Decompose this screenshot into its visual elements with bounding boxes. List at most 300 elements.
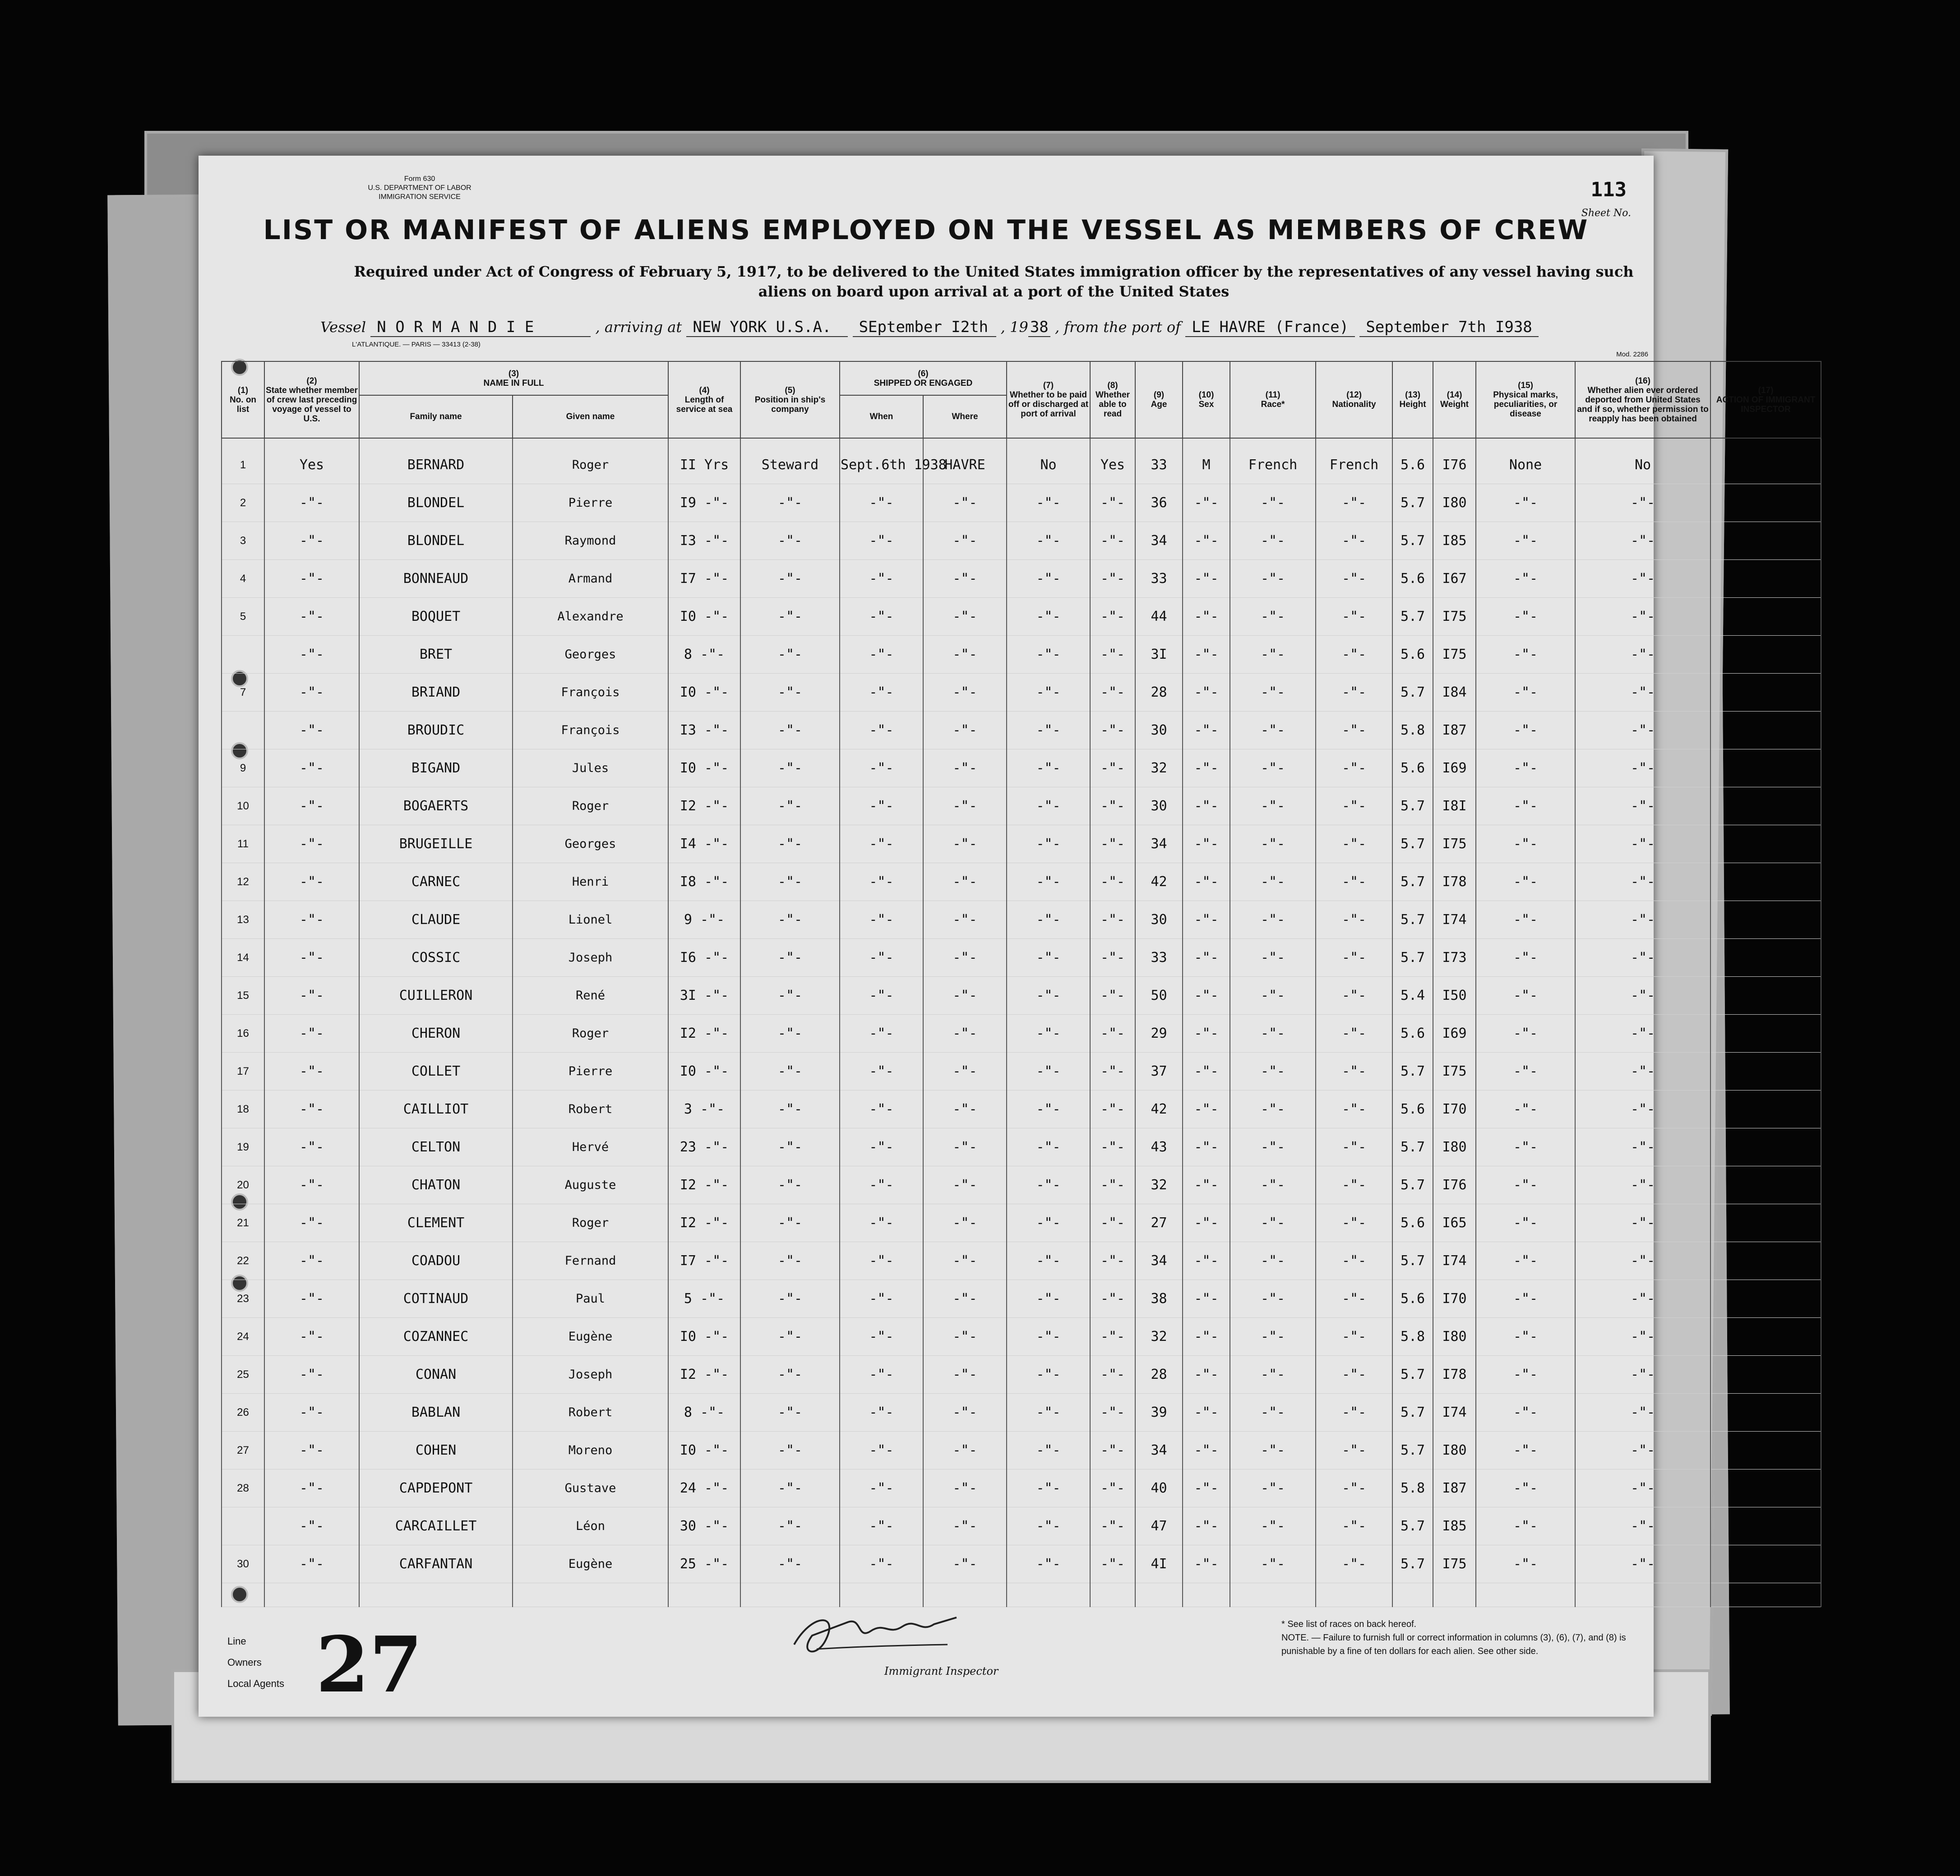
cell-deported: -"-	[1575, 1204, 1710, 1242]
cell-marks: -"-	[1476, 1394, 1575, 1432]
cell-age: 32	[1135, 1318, 1183, 1356]
cell-weight: I75	[1433, 636, 1476, 674]
cell-prev: -"-	[264, 787, 359, 825]
table-row	[222, 1356, 1821, 1394]
cell-read: -"-	[1090, 1507, 1135, 1545]
cell-sex: -"-	[1183, 863, 1230, 901]
cell-family: CHATON	[359, 1166, 513, 1204]
cell-race: -"-	[1230, 749, 1316, 787]
cell-marks: -"-	[1476, 1356, 1575, 1394]
cell-when: -"-	[840, 939, 923, 977]
cell-height: 5.7	[1392, 484, 1433, 522]
cell-blank	[923, 1583, 1007, 1607]
cell-given: Roger	[513, 1015, 668, 1053]
cell-no: 9	[222, 749, 264, 787]
cell-service: 30 -"-	[668, 1507, 740, 1545]
cell-action	[1710, 560, 1821, 598]
cell-weight: I70	[1433, 1090, 1476, 1128]
cell-deported: -"-	[1575, 977, 1710, 1015]
cell-when: -"-	[840, 1090, 923, 1128]
cell-age: 42	[1135, 1090, 1183, 1128]
cell-action	[1710, 438, 1821, 484]
cell-service: I0 -"-	[668, 1432, 740, 1469]
cell-deported: -"-	[1575, 712, 1710, 749]
cell-position: Steward	[740, 438, 840, 484]
immigrant-inspector-label: Immigrant Inspector	[884, 1665, 998, 1677]
cell-paid: -"-	[1007, 674, 1090, 712]
cell-deported: -"-	[1575, 1242, 1710, 1280]
table-row	[222, 438, 1821, 484]
cell-prev: -"-	[264, 598, 359, 636]
cell-nationality: -"-	[1316, 522, 1392, 560]
cell-where: -"-	[923, 1015, 1007, 1053]
cell-position: -"-	[740, 1280, 840, 1318]
cell-service: 8 -"-	[668, 636, 740, 674]
cell-where: -"-	[923, 1507, 1007, 1545]
cell-no: 20	[222, 1166, 264, 1204]
col-header-given-name: Given name	[513, 395, 668, 438]
cell-paid: No	[1007, 438, 1090, 484]
cell-service: II Yrs	[668, 438, 740, 484]
cell-prev: -"-	[264, 636, 359, 674]
cell-read: -"-	[1090, 863, 1135, 901]
cell-no: 10	[222, 787, 264, 825]
cell-action	[1710, 1242, 1821, 1280]
cell-read: -"-	[1090, 1545, 1135, 1583]
cell-race: -"-	[1230, 636, 1316, 674]
cell-when: -"-	[840, 484, 923, 522]
cell-given: Georges	[513, 636, 668, 674]
service-name: IMMIGRATION SERVICE	[379, 193, 461, 201]
cell-given: Armand	[513, 560, 668, 598]
cell-paid: -"-	[1007, 1128, 1090, 1166]
cell-age: 32	[1135, 1166, 1183, 1204]
cell-given: Pierre	[513, 484, 668, 522]
cell-when: -"-	[840, 1053, 923, 1090]
cell-paid: -"-	[1007, 863, 1090, 901]
cell-sex: -"-	[1183, 560, 1230, 598]
cell-prev: -"-	[264, 1280, 359, 1318]
cell-marks: -"-	[1476, 560, 1575, 598]
cell-sex: -"-	[1183, 1204, 1230, 1242]
cell-position: -"-	[740, 1432, 840, 1469]
cell-nationality: -"-	[1316, 1507, 1392, 1545]
cell-action	[1710, 636, 1821, 674]
model-number: Mod. 2286	[1616, 351, 1648, 358]
cell-nationality: -"-	[1316, 560, 1392, 598]
cell-no: 21	[222, 1204, 264, 1242]
cell-given: François	[513, 674, 668, 712]
cell-paid: -"-	[1007, 749, 1090, 787]
cell-service: 8 -"-	[668, 1394, 740, 1432]
cell-no: 13	[222, 901, 264, 939]
cell-action	[1710, 1280, 1821, 1318]
cell-age: 43	[1135, 1128, 1183, 1166]
cell-given: Pierre	[513, 1053, 668, 1090]
cell-where: -"-	[923, 863, 1007, 901]
cell-when: -"-	[840, 598, 923, 636]
cell-marks: -"-	[1476, 1204, 1575, 1242]
cell-prev: -"-	[264, 1128, 359, 1166]
cell-marks: -"-	[1476, 1469, 1575, 1507]
cell-marks: -"-	[1476, 863, 1575, 901]
cell-age: 34	[1135, 1432, 1183, 1469]
cell-family: CUILLERON	[359, 977, 513, 1015]
cell-age: 44	[1135, 598, 1183, 636]
cell-read: -"-	[1090, 1469, 1135, 1507]
cell-family: BIGAND	[359, 749, 513, 787]
cell-given: Eugène	[513, 1318, 668, 1356]
cell-when: -"-	[840, 863, 923, 901]
cell-age: 50	[1135, 977, 1183, 1015]
table-row	[222, 863, 1821, 901]
cell-read: -"-	[1090, 674, 1135, 712]
cell-weight: I74	[1433, 1242, 1476, 1280]
cell-nationality: -"-	[1316, 939, 1392, 977]
cell-sex: -"-	[1183, 1090, 1230, 1128]
cell-when: -"-	[840, 901, 923, 939]
cell-when: Sept.6th 1938	[840, 438, 923, 484]
cell-paid: -"-	[1007, 636, 1090, 674]
cell-race: -"-	[1230, 1280, 1316, 1318]
cell-weight: I75	[1433, 598, 1476, 636]
cell-height: 5.6	[1392, 438, 1433, 484]
cell-paid: -"-	[1007, 1318, 1090, 1356]
cell-no: 12	[222, 863, 264, 901]
cell-where: -"-	[923, 598, 1007, 636]
cell-age: 30	[1135, 787, 1183, 825]
cell-service: I3 -"-	[668, 522, 740, 560]
cell-action	[1710, 522, 1821, 560]
line-label: Line	[227, 1636, 246, 1647]
cell-marks: -"-	[1476, 1015, 1575, 1053]
cell-given: Eugène	[513, 1545, 668, 1583]
cell-read: -"-	[1090, 1015, 1135, 1053]
cell-where: -"-	[923, 1432, 1007, 1469]
table-row	[222, 1090, 1821, 1128]
departure-date: September 7th I938	[1359, 318, 1538, 337]
table-row	[222, 1545, 1821, 1583]
table-row	[222, 977, 1821, 1015]
cell-height: 5.8	[1392, 1318, 1433, 1356]
cell-service: I0 -"-	[668, 1318, 740, 1356]
table-row	[222, 787, 1821, 825]
cell-given: Paul	[513, 1280, 668, 1318]
cell-action	[1710, 1469, 1821, 1507]
cell-family: COZANNEC	[359, 1318, 513, 1356]
cell-position: -"-	[740, 749, 840, 787]
cell-deported: -"-	[1575, 1432, 1710, 1469]
cell-where: -"-	[923, 1204, 1007, 1242]
cell-age: 4I	[1135, 1545, 1183, 1583]
cell-weight: I70	[1433, 1280, 1476, 1318]
stamped-number: 27	[316, 1620, 423, 1710]
cell-given: Fernand	[513, 1242, 668, 1280]
cell-service: I2 -"-	[668, 1015, 740, 1053]
cell-when: -"-	[840, 1545, 923, 1583]
cell-prev: -"-	[264, 1318, 359, 1356]
cell-race: -"-	[1230, 825, 1316, 863]
cell-where: -"-	[923, 1469, 1007, 1507]
cell-height: 5.7	[1392, 863, 1433, 901]
cell-no: 18	[222, 1090, 264, 1128]
cell-marks: -"-	[1476, 712, 1575, 749]
cell-blank	[222, 1583, 264, 1607]
cell-height: 5.6	[1392, 749, 1433, 787]
cell-position: -"-	[740, 712, 840, 749]
cell-marks: -"-	[1476, 825, 1575, 863]
cell-where: -"-	[923, 1280, 1007, 1318]
cell-position: -"-	[740, 863, 840, 901]
cell-prev: -"-	[264, 1356, 359, 1394]
col-header-age: (9) Age	[1135, 361, 1183, 438]
table-row	[222, 1015, 1821, 1053]
cell-nationality: -"-	[1316, 1090, 1392, 1128]
cell-read: -"-	[1090, 1432, 1135, 1469]
cell-nationality: -"-	[1316, 636, 1392, 674]
cell-race: -"-	[1230, 1015, 1316, 1053]
cell-no: 17	[222, 1053, 264, 1090]
cell-sex: M	[1183, 438, 1230, 484]
cell-family: CHERON	[359, 1015, 513, 1053]
cell-family: COADOU	[359, 1242, 513, 1280]
cell-deported: -"-	[1575, 787, 1710, 825]
cell-weight: I85	[1433, 522, 1476, 560]
cell-family: CONAN	[359, 1356, 513, 1394]
cell-action	[1710, 1015, 1821, 1053]
cell-given: Raymond	[513, 522, 668, 560]
cell-action	[1710, 1432, 1821, 1469]
cell-where: HAVRE	[923, 438, 1007, 484]
cell-blank	[1007, 1583, 1090, 1607]
cell-race: -"-	[1230, 598, 1316, 636]
cell-position: -"-	[740, 1015, 840, 1053]
cell-no: 3	[222, 522, 264, 560]
cell-height: 5.7	[1392, 1128, 1433, 1166]
cell-paid: -"-	[1007, 1015, 1090, 1053]
col-header-race: (11) Race*	[1230, 361, 1316, 438]
cell-paid: -"-	[1007, 787, 1090, 825]
cell-weight: I8I	[1433, 787, 1476, 825]
cell-position: -"-	[740, 1394, 840, 1432]
cell-prev: -"-	[264, 1090, 359, 1128]
cell-weight: I87	[1433, 1469, 1476, 1507]
cell-height: 5.7	[1392, 1394, 1433, 1432]
cell-position: -"-	[740, 1204, 840, 1242]
cell-marks: -"-	[1476, 939, 1575, 977]
cell-position: -"-	[740, 1318, 840, 1356]
cell-prev: -"-	[264, 1166, 359, 1204]
cell-blank	[359, 1583, 513, 1607]
cell-nationality: -"-	[1316, 598, 1392, 636]
cell-where: -"-	[923, 1318, 1007, 1356]
col-header-no: (1) No. on list	[222, 361, 264, 438]
cell-position: -"-	[740, 636, 840, 674]
cell-service: I2 -"-	[668, 1204, 740, 1242]
cell-weight: I84	[1433, 674, 1476, 712]
cell-deported: -"-	[1575, 1356, 1710, 1394]
cell-marks: -"-	[1476, 1318, 1575, 1356]
col-header-height: (13) Height	[1392, 361, 1433, 438]
cell-action	[1710, 825, 1821, 863]
cell-position: -"-	[740, 901, 840, 939]
cell-weight: I75	[1433, 1053, 1476, 1090]
cell-when: -"-	[840, 825, 923, 863]
inspector-signature	[785, 1604, 966, 1663]
cell-when: -"-	[840, 1432, 923, 1469]
cell-where: -"-	[923, 1053, 1007, 1090]
cell-where: -"-	[923, 787, 1007, 825]
cell-sex: -"-	[1183, 1469, 1230, 1507]
cell-height: 5.7	[1392, 1545, 1433, 1583]
cell-when: -"-	[840, 522, 923, 560]
cell-action	[1710, 901, 1821, 939]
cell-read: -"-	[1090, 749, 1135, 787]
cell-prev: -"-	[264, 1015, 359, 1053]
cell-marks: -"-	[1476, 636, 1575, 674]
cell-action	[1710, 977, 1821, 1015]
table-row	[222, 1053, 1821, 1090]
cell-position: -"-	[740, 598, 840, 636]
cell-weight: I80	[1433, 1318, 1476, 1356]
cell-when: -"-	[840, 674, 923, 712]
cell-deported: -"-	[1575, 1318, 1710, 1356]
table-row	[222, 1166, 1821, 1204]
cell-nationality: -"-	[1316, 712, 1392, 749]
table-row	[222, 712, 1821, 749]
cell-sex: -"-	[1183, 1166, 1230, 1204]
cell-read: -"-	[1090, 484, 1135, 522]
cell-position: -"-	[740, 1545, 840, 1583]
cell-paid: -"-	[1007, 484, 1090, 522]
cell-age: 28	[1135, 674, 1183, 712]
cell-prev: -"-	[264, 712, 359, 749]
cell-given: Lionel	[513, 901, 668, 939]
table-row	[222, 1204, 1821, 1242]
cell-nationality: -"-	[1316, 484, 1392, 522]
cell-prev: -"-	[264, 484, 359, 522]
cell-family: CELTON	[359, 1128, 513, 1166]
cell-position: -"-	[740, 484, 840, 522]
col-header-inspector-action: (17) ACTION OF IMMIGRANT INSPECTOR	[1710, 361, 1821, 438]
cell-sex: -"-	[1183, 598, 1230, 636]
cell-given: Alexandre	[513, 598, 668, 636]
cell-paid: -"-	[1007, 1053, 1090, 1090]
table-row	[222, 939, 1821, 977]
cell-no: 4	[222, 560, 264, 598]
cell-action	[1710, 598, 1821, 636]
cell-deported: -"-	[1575, 1394, 1710, 1432]
cell-marks: -"-	[1476, 1128, 1575, 1166]
cell-race: -"-	[1230, 863, 1316, 901]
cell-nationality: -"-	[1316, 977, 1392, 1015]
cell-race: -"-	[1230, 1242, 1316, 1280]
cell-where: -"-	[923, 749, 1007, 787]
cell-position: -"-	[740, 787, 840, 825]
cell-race: -"-	[1230, 1204, 1316, 1242]
col-header-shipped: (6) SHIPPED OR ENGAGED	[840, 361, 1007, 395]
cell-marks: -"-	[1476, 1053, 1575, 1090]
cell-where: -"-	[923, 825, 1007, 863]
cell-position: -"-	[740, 825, 840, 863]
cell-deported: -"-	[1575, 560, 1710, 598]
cell-service: 3 -"-	[668, 1090, 740, 1128]
cell-action	[1710, 1166, 1821, 1204]
cell-read: -"-	[1090, 1394, 1135, 1432]
cell-prev: -"-	[264, 749, 359, 787]
cell-action	[1710, 1128, 1821, 1166]
cell-marks: -"-	[1476, 598, 1575, 636]
table-row	[222, 598, 1821, 636]
footnote	[1281, 1617, 1651, 1658]
cell-when: -"-	[840, 712, 923, 749]
cell-action	[1710, 1394, 1821, 1432]
cell-service: 9 -"-	[668, 901, 740, 939]
cell-given: Roger	[513, 438, 668, 484]
cell-prev: -"-	[264, 1545, 359, 1583]
owners-label: Owners	[227, 1657, 262, 1668]
cell-prev: -"-	[264, 1469, 359, 1507]
cell-read: Yes	[1090, 438, 1135, 484]
cell-no: 15	[222, 977, 264, 1015]
cell-no: 27	[222, 1432, 264, 1469]
cell-blank	[1392, 1583, 1433, 1607]
cell-height: 5.6	[1392, 560, 1433, 598]
cell-given: Moreno	[513, 1432, 668, 1469]
cell-nationality: -"-	[1316, 863, 1392, 901]
cell-position: -"-	[740, 1053, 840, 1090]
cell-position: -"-	[740, 522, 840, 560]
cell-prev: -"-	[264, 560, 359, 598]
cell-deported: -"-	[1575, 674, 1710, 712]
cell-race: -"-	[1230, 674, 1316, 712]
races-footnote: * See list of races on back hereof.	[1281, 1619, 1417, 1629]
cell-age: 34	[1135, 825, 1183, 863]
table-row	[222, 1318, 1821, 1356]
cell-marks: -"-	[1476, 901, 1575, 939]
cell-marks: -"-	[1476, 977, 1575, 1015]
cell-given: Joseph	[513, 1356, 668, 1394]
cell-read: -"-	[1090, 825, 1135, 863]
cell-paid: -"-	[1007, 598, 1090, 636]
col-header-family-name: Family name	[359, 395, 513, 438]
cell-prev: -"-	[264, 901, 359, 939]
cell-age: 34	[1135, 522, 1183, 560]
cell-family: COLLET	[359, 1053, 513, 1090]
cell-read: -"-	[1090, 1166, 1135, 1204]
cell-deported: -"-	[1575, 522, 1710, 560]
cell-where: -"-	[923, 560, 1007, 598]
cell-age: 47	[1135, 1507, 1183, 1545]
cell-read: -"-	[1090, 1280, 1135, 1318]
cell-deported: -"-	[1575, 863, 1710, 901]
cell-paid: -"-	[1007, 901, 1090, 939]
cell-marks: -"-	[1476, 749, 1575, 787]
cell-height: 5.4	[1392, 977, 1433, 1015]
table-row	[222, 484, 1821, 522]
cell-position: -"-	[740, 1242, 840, 1280]
cell-blank	[740, 1583, 840, 1607]
col-header-where: Where	[923, 395, 1007, 438]
cell-height: 5.7	[1392, 1507, 1433, 1545]
cell-blank	[1230, 1583, 1316, 1607]
cell-age: 36	[1135, 484, 1183, 522]
cell-no: 16	[222, 1015, 264, 1053]
col-header-nationality: (12) Nationality	[1316, 361, 1392, 438]
cell-age: 30	[1135, 712, 1183, 749]
cell-weight: I75	[1433, 825, 1476, 863]
cell-deported: -"-	[1575, 939, 1710, 977]
